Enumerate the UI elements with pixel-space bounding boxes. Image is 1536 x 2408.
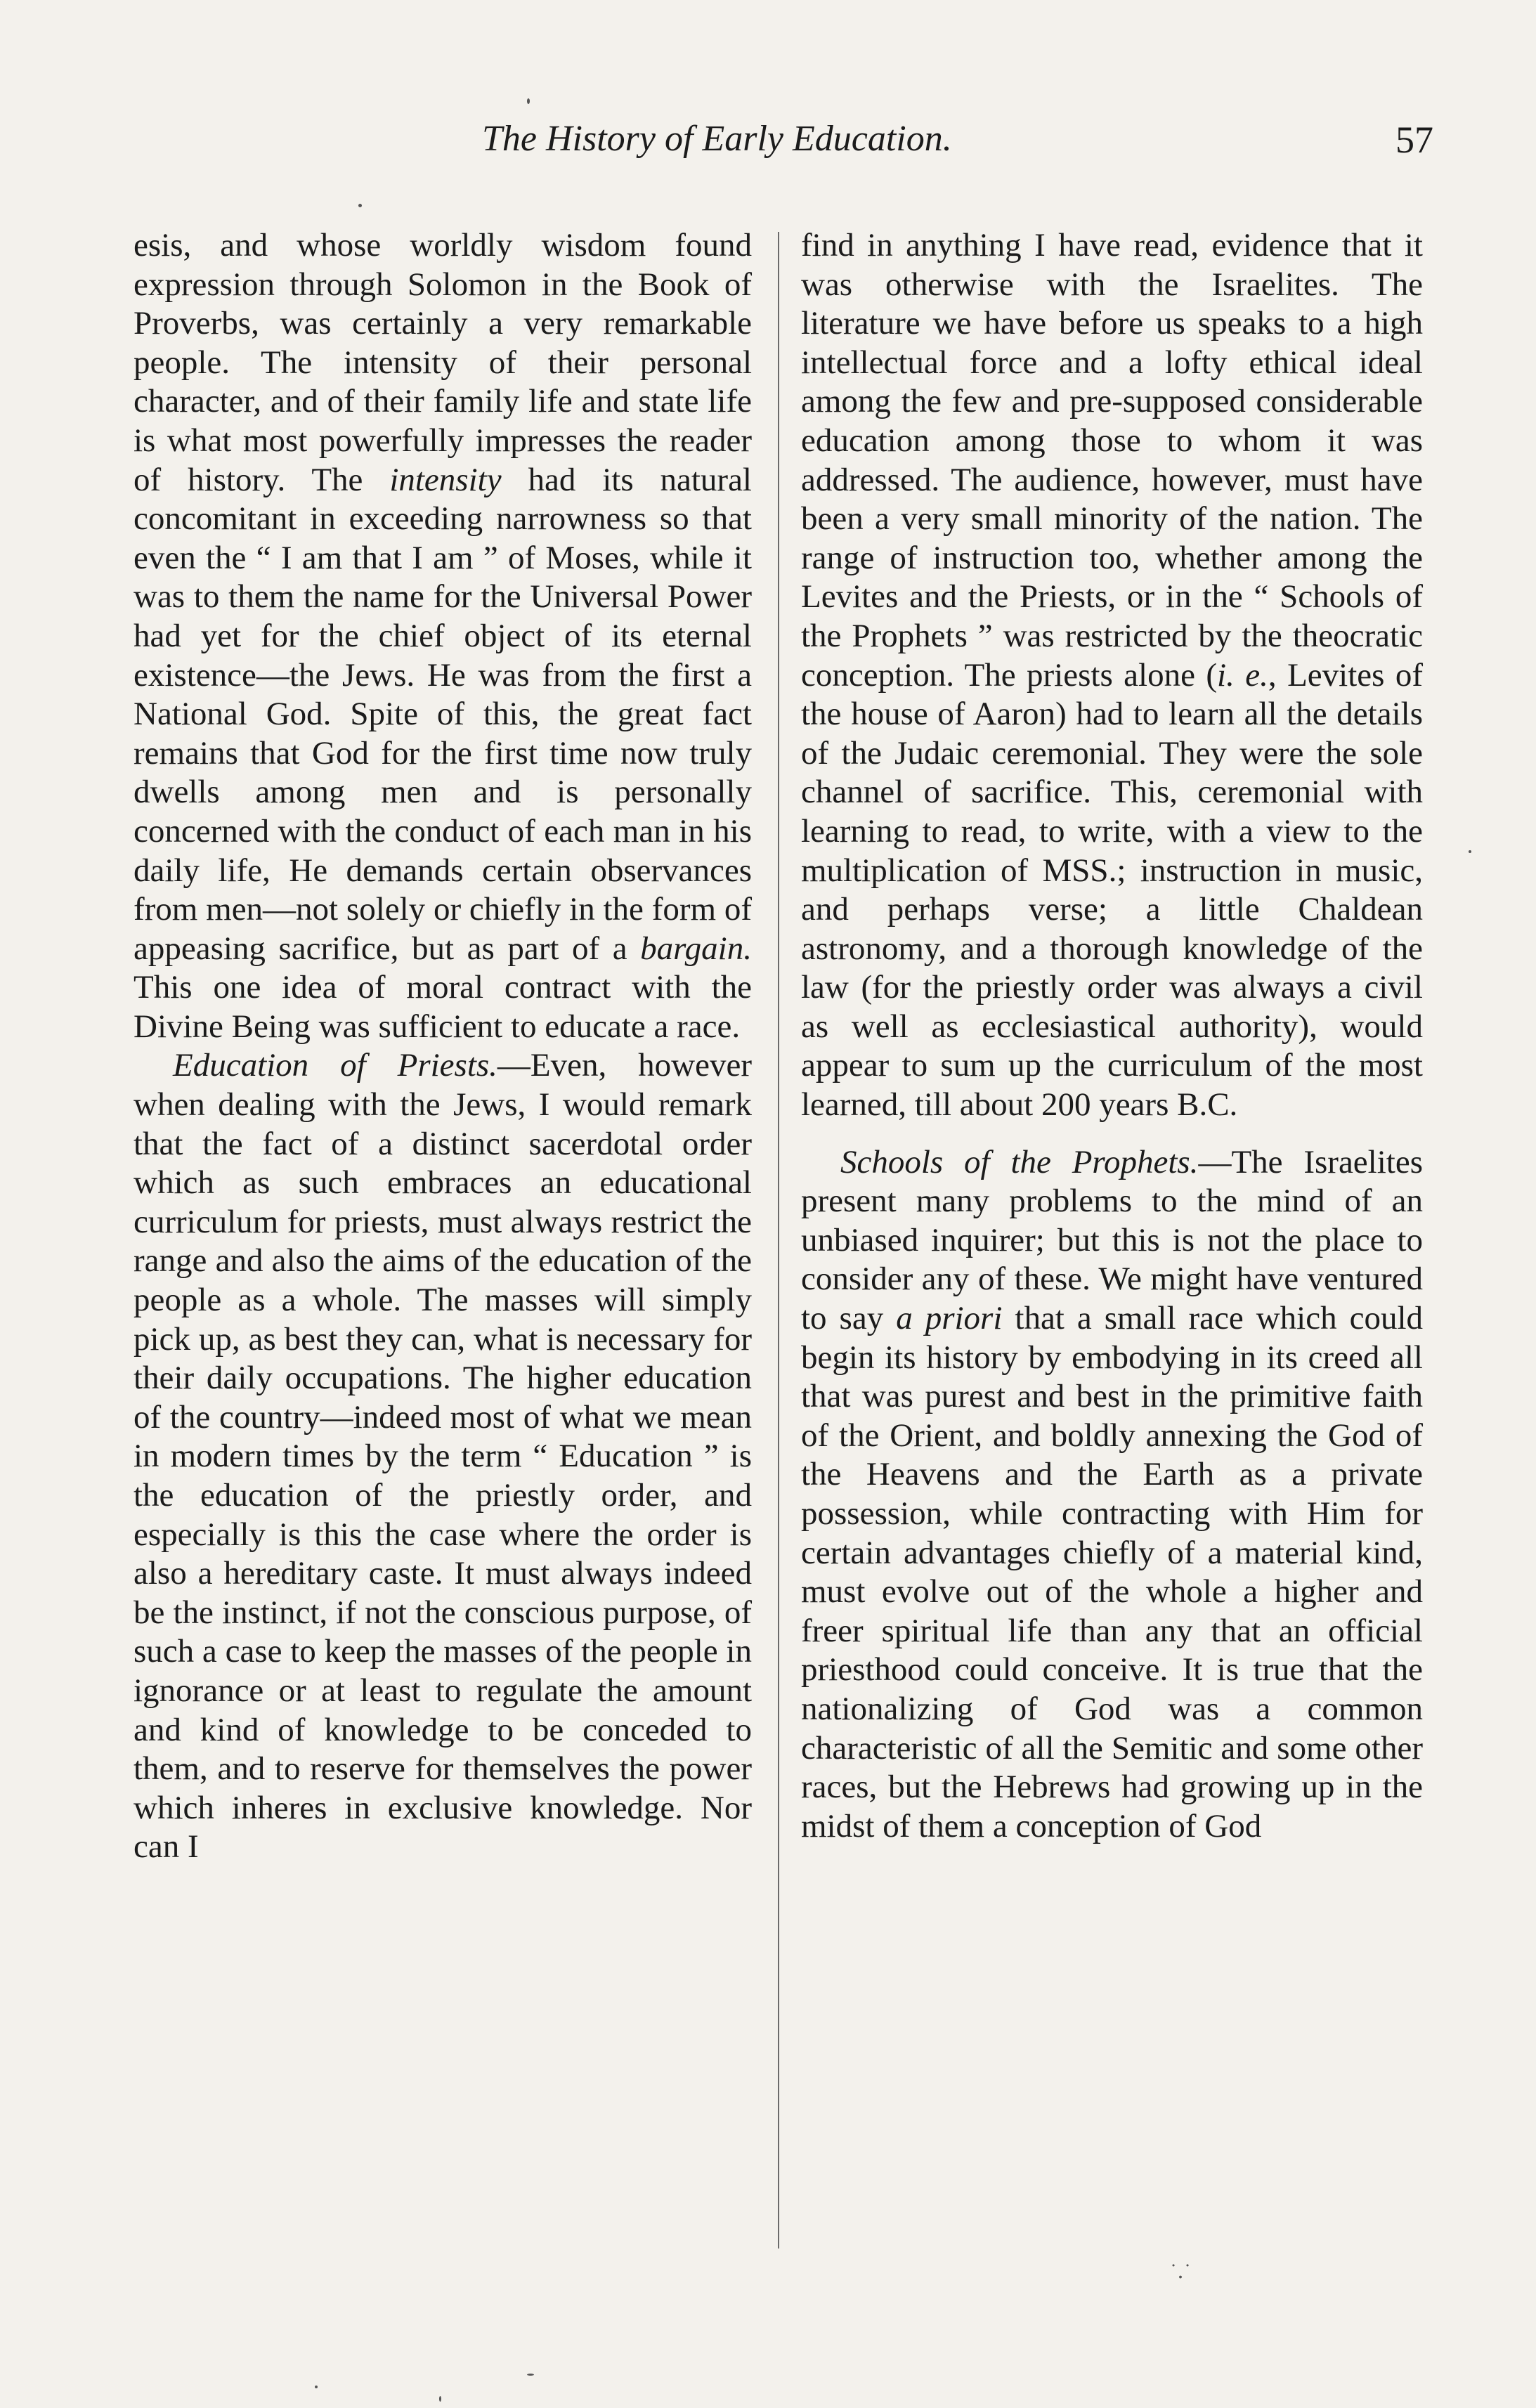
- emphasis-bargain: bargain.: [640, 930, 752, 967]
- running-title: The History of Early Education.: [482, 119, 952, 159]
- paragraph-continuation: esis, and whose worldly wisdom found expression through Solomon in the Book of Proverbs, was certainly a very remarkable people. The intensity of their personal character, and of their family life and state life is what most powerfully impresses the reader of history. The intensity had its natural concomitant in exceeding narrowness so that even the “ I am that I am ” of Moses, while it was to them the name for the Universal Power had yet for the chief object of its eternal existence—the Jews. He was from the first a National God. Spite of this, the great fact remains that God for the first time now truly dwells among men and is personally concerned with the conduct of each man in his daily life, He demands certain observances from men—not solely or chiefly in the form of appeasing sacrifice, but as part of a bargain. This one idea of moral contract with the Divine Being was sufficient to educate a race.: [134, 227, 752, 1045]
- left-column: [134, 226, 752, 1867]
- ink-speck: [358, 204, 362, 207]
- right-column: [801, 226, 1423, 1846]
- emphasis-ie: i. e.: [1217, 656, 1268, 694]
- column-divider: [778, 232, 779, 2248]
- ink-speck: [527, 98, 530, 104]
- signature-mark: ˙․˙: [1170, 2260, 1191, 2283]
- ink-speck: [527, 2374, 534, 2376]
- ink-speck: [439, 2396, 441, 2402]
- page-number: 57: [1395, 119, 1433, 161]
- emphasis-a-priori: a priori: [896, 1300, 1003, 1337]
- ink-speck: [1469, 850, 1471, 853]
- paragraph-schools-of-prophets: Schools of the Prophets.—The Israelites present many problems to the mind of an unbiased inquirer; but this is not the place to consider any of these. We might have ventured to say a priori that a small race which could begin its history by embodying in its creed all that was purest and best in the primitive faith of the Orient, and boldly annexing the God of the Heavens and the Earth as a private possession, while contracting with Him for certain advantages chiefly of a material kind, must evolve out of the whole a higher and freer spiritual life than any that an official priesthood could conceive. It is true that the nationalizing of God was a common characteristic of all the Semitic and some other races, but the Hebrews had growing up in the midst of them a conception of God: [801, 1143, 1424, 1844]
- section-heading-priests: Education of Priests.: [173, 1047, 497, 1084]
- paragraph-education-of-priests: Education of Priests.—Even, however when dealing with the Jews, I would remark that the fact of a distinct sacerdotal order which as such embraces an educational curriculum for priests, must always restrict the range and also the aims of the education of the people as a whole. The masses will simply pick up, as best they can, what is necessary for their daily occupations. The higher education of the country—indeed most of what we mean in modern times by the term “ Education ” is the education of the priestly order, and especially is this the case where the order is also a hereditary caste. It must always indeed be the instinct, if not the conscious purpose, of such a case to keep the masses of the people in ignorance or at least to regulate the amount and kind of knowledge to be conceded to them, and to reserve for themselves the power which inheres in exclusive knowledge. Nor can I: [134, 1047, 752, 1866]
- emphasis-intensity: intensity: [389, 461, 502, 498]
- ink-speck: [315, 2386, 318, 2388]
- paragraph-continued: find in anything I have read, evidence that it was otherwise with the Israelites. The literature we have before us speaks to a high intellectual force and a lofty ethical ideal among the few and pre-supposed considerable education among those to whom it was addressed. The audience, however, must have been a very small minority of the nation. The range of instruction too, whether among the Levites and the Priests, or in the “ Schools of the Prophets ” was restricted by the theocratic conception. The priests alone (i. e., Levites of the house of Aaron) had to learn all the details of the Judaic ceremonial. They were the sole channel of sacrifice. This, ceremonial with learning to read, to write, with a view to the multiplication of MSS.; instruction in music, and perhaps verse; a little Chaldean astronomy, and a thorough knowledge of the law (for the priestly order was always a civil as well as ecclesiastical authority), would appear to sum up the curriculum of the most learned, till about 200 years B.C.: [801, 227, 1424, 1124]
- section-heading-prophets: Schools of the Prophets.: [840, 1143, 1199, 1180]
- running-head: [450, 118, 1504, 174]
